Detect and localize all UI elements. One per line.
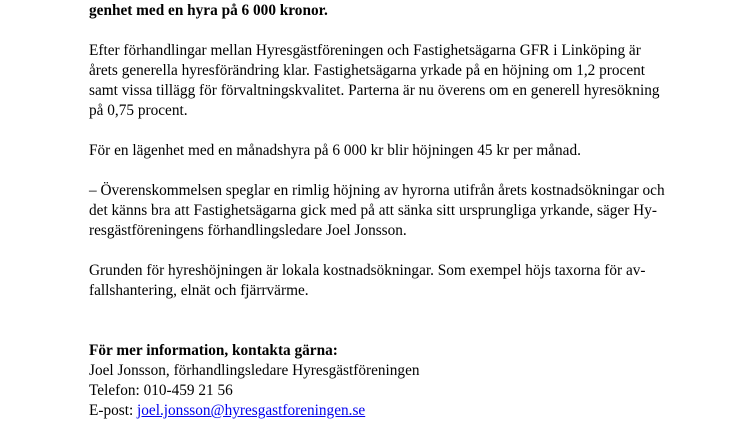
paragraph-line: årets generella hyresförändring klar. Fastighetsägarna yrkade på en höjning om 1,2 procent: [89, 62, 646, 79]
contact-email-line: [89, 401, 689, 421]
top-fragment-text: genhet med en hyra på 6 000 kronor.: [89, 2, 328, 19]
contact-name: Joel Jonsson, förhandlingsledare Hyresgästföreningen: [89, 362, 420, 379]
paragraph-line: samt vissa tillägg för förvaltningskvalitet. Parterna är nu överens om en generell hyresökning: [89, 82, 660, 99]
contact-phone: Telefon: 010-459 21 56: [89, 382, 233, 399]
contact-heading: För mer information, kontakta gärna:: [89, 342, 338, 359]
paragraph-line: Grunden för hyreshöjningen är lokala kostnadsökningar. Som exempel höjs taxorna för av-: [89, 262, 646, 279]
paragraph-line: resgästföreningens förhandlingsledare Joel Jonsson.: [89, 222, 407, 239]
contact-email-label: E-post:: [89, 402, 138, 419]
contact-block: [89, 341, 689, 421]
paragraph-negotiation: [89, 41, 689, 121]
paragraph-example: [89, 141, 689, 161]
paragraph-quote: [89, 181, 689, 241]
paragraph-line: fallshantering, elnät och fjärrvärme.: [89, 282, 309, 299]
paragraph-line: För en lägenhet med en månadshyra på 6 000 kr blir höjningen 45 kr per månad.: [89, 142, 581, 159]
paragraph-line: på 0,75 procent.: [89, 102, 188, 119]
paragraph-line: det känns bra att Fastighetsägarna gick med på att sänka sitt ursprungliga yrkande, säger Hy-: [89, 202, 657, 219]
contact-email-link[interactable]: joel.jonsson@hyresgastforeningen.se: [137, 402, 366, 419]
paragraph-line: Efter förhandlingar mellan Hyresgästföreningen och Fastighetsägarna GFR i Linköping är: [89, 42, 641, 59]
paragraph-basis: [89, 261, 689, 301]
paragraph-line: – Överenskommelsen speglar en rimlig höjning av hyrorna utifrån årets kostnadsökningar och: [89, 182, 665, 199]
document-page: [89, 1, 689, 421]
